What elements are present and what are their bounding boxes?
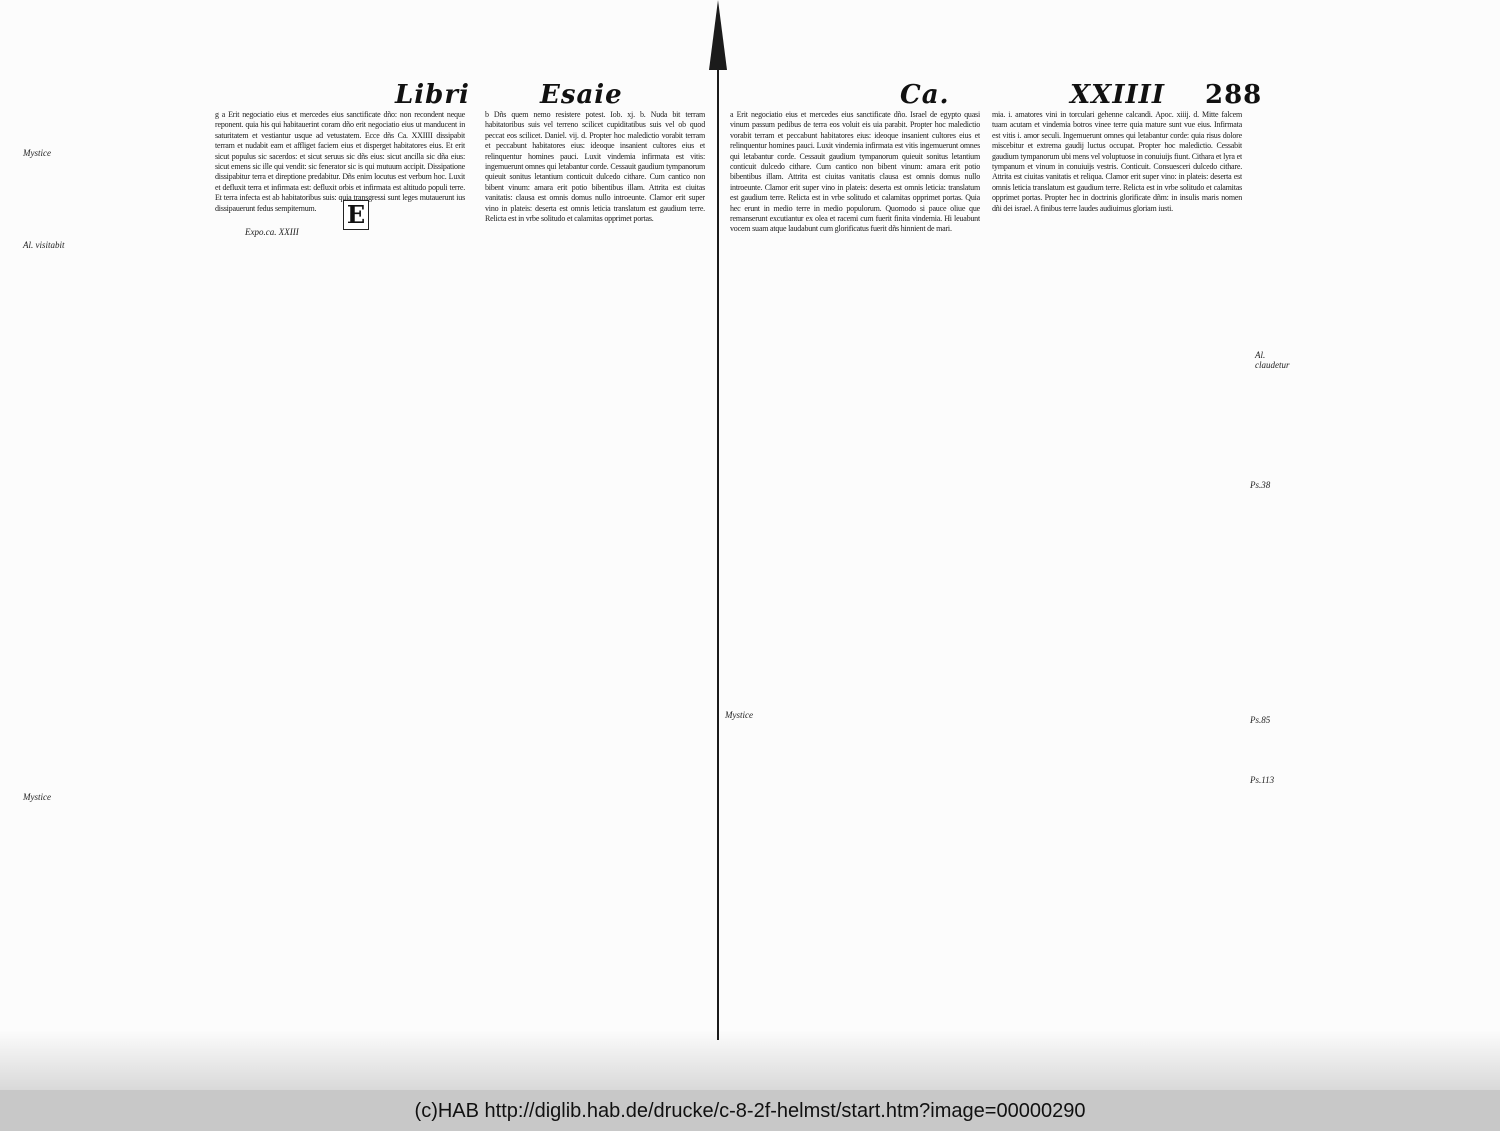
page-number: 288 [1205,80,1263,110]
drop-cap-letter: E [343,200,369,230]
left-margin-note-3: Mystice [23,792,51,802]
left-margin-note-1: Mystice [23,148,51,158]
left-scripture-text [335,170,455,370]
page-shadow [0,1030,1500,1090]
left-column-1-text: g a Erit negociatio eius et mercedes eius sanctificate dño: non recondent neque reponent. quia his qui habitauerint coram dño erit negociatio eius ut manducent in saturitatem et vestiantur usque ad vetustatem. Ecce dñs Ca. XXIIII dissipabit terram et nudabit eam et affliget faciem eius et disperget habitatores eius. Et erit sicut populus sic sacerdos: et sicut seruus sic dñs eius: sicut ancilla sic dña eius: sicut emens sic ille qui vendit: sic fenerator sic is qui mutuum accipit. Dissipatione dissipabitur terra et direptione predabitur. Dñs enim locutus est verbum hoc. Luxit et defluxit terra et infirmata est: defluxit orbis et infirmata est altitudo populi terre. Et terra infecta est ab habitatoribus suis: quia transgressi sunt leges mutauerunt ius dissipauerunt fedus sempiternum. [215,110,465,213]
right-margin-note-1: Mystice [725,710,753,720]
left-heading-esaie: Esaie [540,80,623,110]
chapter-label: Expo.ca. XXIII [245,227,299,237]
gutter-arrow-top [709,0,727,70]
right-margin-note-2: Al. claudetur [1255,350,1290,370]
right-margin-note-4: Ps.85 [1250,715,1271,725]
right-heading-chapter: XXIIII [1070,80,1165,110]
right-heading-ca: Ca. [900,80,950,110]
left-column-2-text: b Dñs quem nemo resistere potest. Iob. xj. b. Nuda bit terram habitatoribus suis vel terreno scilicet cupiditatibus suis vel ob quod peccat eos scilicet. Daniel. vij. d. Propter hoc maledictio vorabit terram et peccabunt habitatores eius: ideoque insanient cultores eius et relinquentur homines pauci. Luxit vindemia infirmata est vitis: ingemuerunt omnes qui letabantur corde. Cessauit gaudium tympanorum quieuit sonitus letantium conticuit dulcedo cithare. Cum cantico non bibent vinum: amara erit potio bibentibus illam. Attrita est ciuitas vanitatis: clausa est omnis domus nullo introeunte. Clamor erit super vino in plateis: deserta est omnis leticia translatum est gaudium terre. Relicta est in vrbe solitudo et calamitas opprimet portas. [485,110,705,224]
left-heading-libri: Libri [395,80,470,110]
right-page [725,80,1290,840]
gutter-line [717,20,719,1040]
right-margin-note-5: Ps.113 [1250,775,1275,785]
right-margin-note-3: Ps.38 [1250,480,1271,490]
footer-citation: (c)HAB http://diglib.hab.de/drucke/c-8-2f-helmst/start.htm?image=00000290 [414,1100,1086,1122]
right-column-2-text: mia. i. amatores vini in torculari gehenne calcandi. Apoc. xiiij. d. Mitte falcem tuam acutam et vindemia botros vinee terre quia mature sunt vue eius. Infirmata est vitis i. amor seculi. Ingemuerunt omnes qui letabantur corde: quia risus dolore miscebitur et extrema gaudij luctus occupat. Propter hoc maledictio. Cessabit gaudium tympanorum ubi mens vel voluptuose in conuiuijs fiunt. Cithara et lyra et tympanum et vinum in conuiuijs vestris. Conticuit. Consuesceri dulcedo cithare. Attrita est ciuitas vanitatis et reliqua. Clamor erit super vino: in plateis: deserta est omnis leticia translatum est gaudium terre. Relicta est in vrbe solitudo et calamitas opprimet portas. Propter hec in doctrinis glorificate dñm: in insulis maris nomen dñi dei israel. A finibus terre laudes audiuimus gloriam iusti. [992,110,1242,213]
right-column-1-text: a Erit negociatio eius et mercedes eius sanctificate dño. Israel de egypto quasi vinum passum pedibus de terra eos voluit eis uia parabit. Propter hoc maledictio vorabit terram et peccabunt habitatores eius: ideoque insanient cultores eius et relinquentur homines pauci. Luxit vindemia infirmata est vitis ingemuerunt omnes qui letabantur corde. Cessauit gaudium tympanorum quieuit sonitus letantium conticuit dulcedo cithare. Cum cantico non bibent vinum: amara erit potio bibentibus illam. Attrita est ciuitas vanitatis clausa est omnis domus nullo introeunte. Clamor erit super vino in plateis: deserta est omnis leticia: translatum est gaudium terre. Relicta est in vrbe solitudo et calamitas opprimet portas. Quia hec erunt in medio terre in medio populorum. Quomodo si pauce oliue que remanserunt excutiantur ex olea et racemi cum fuerit finita vindemia. Hi leuabunt vocem suam atque laudabunt cum glorificatus fuerit dñs hinnient de mari. [730,110,980,234]
left-margin-note-2: Al. visitabit [23,240,65,250]
left-page [23,80,715,840]
